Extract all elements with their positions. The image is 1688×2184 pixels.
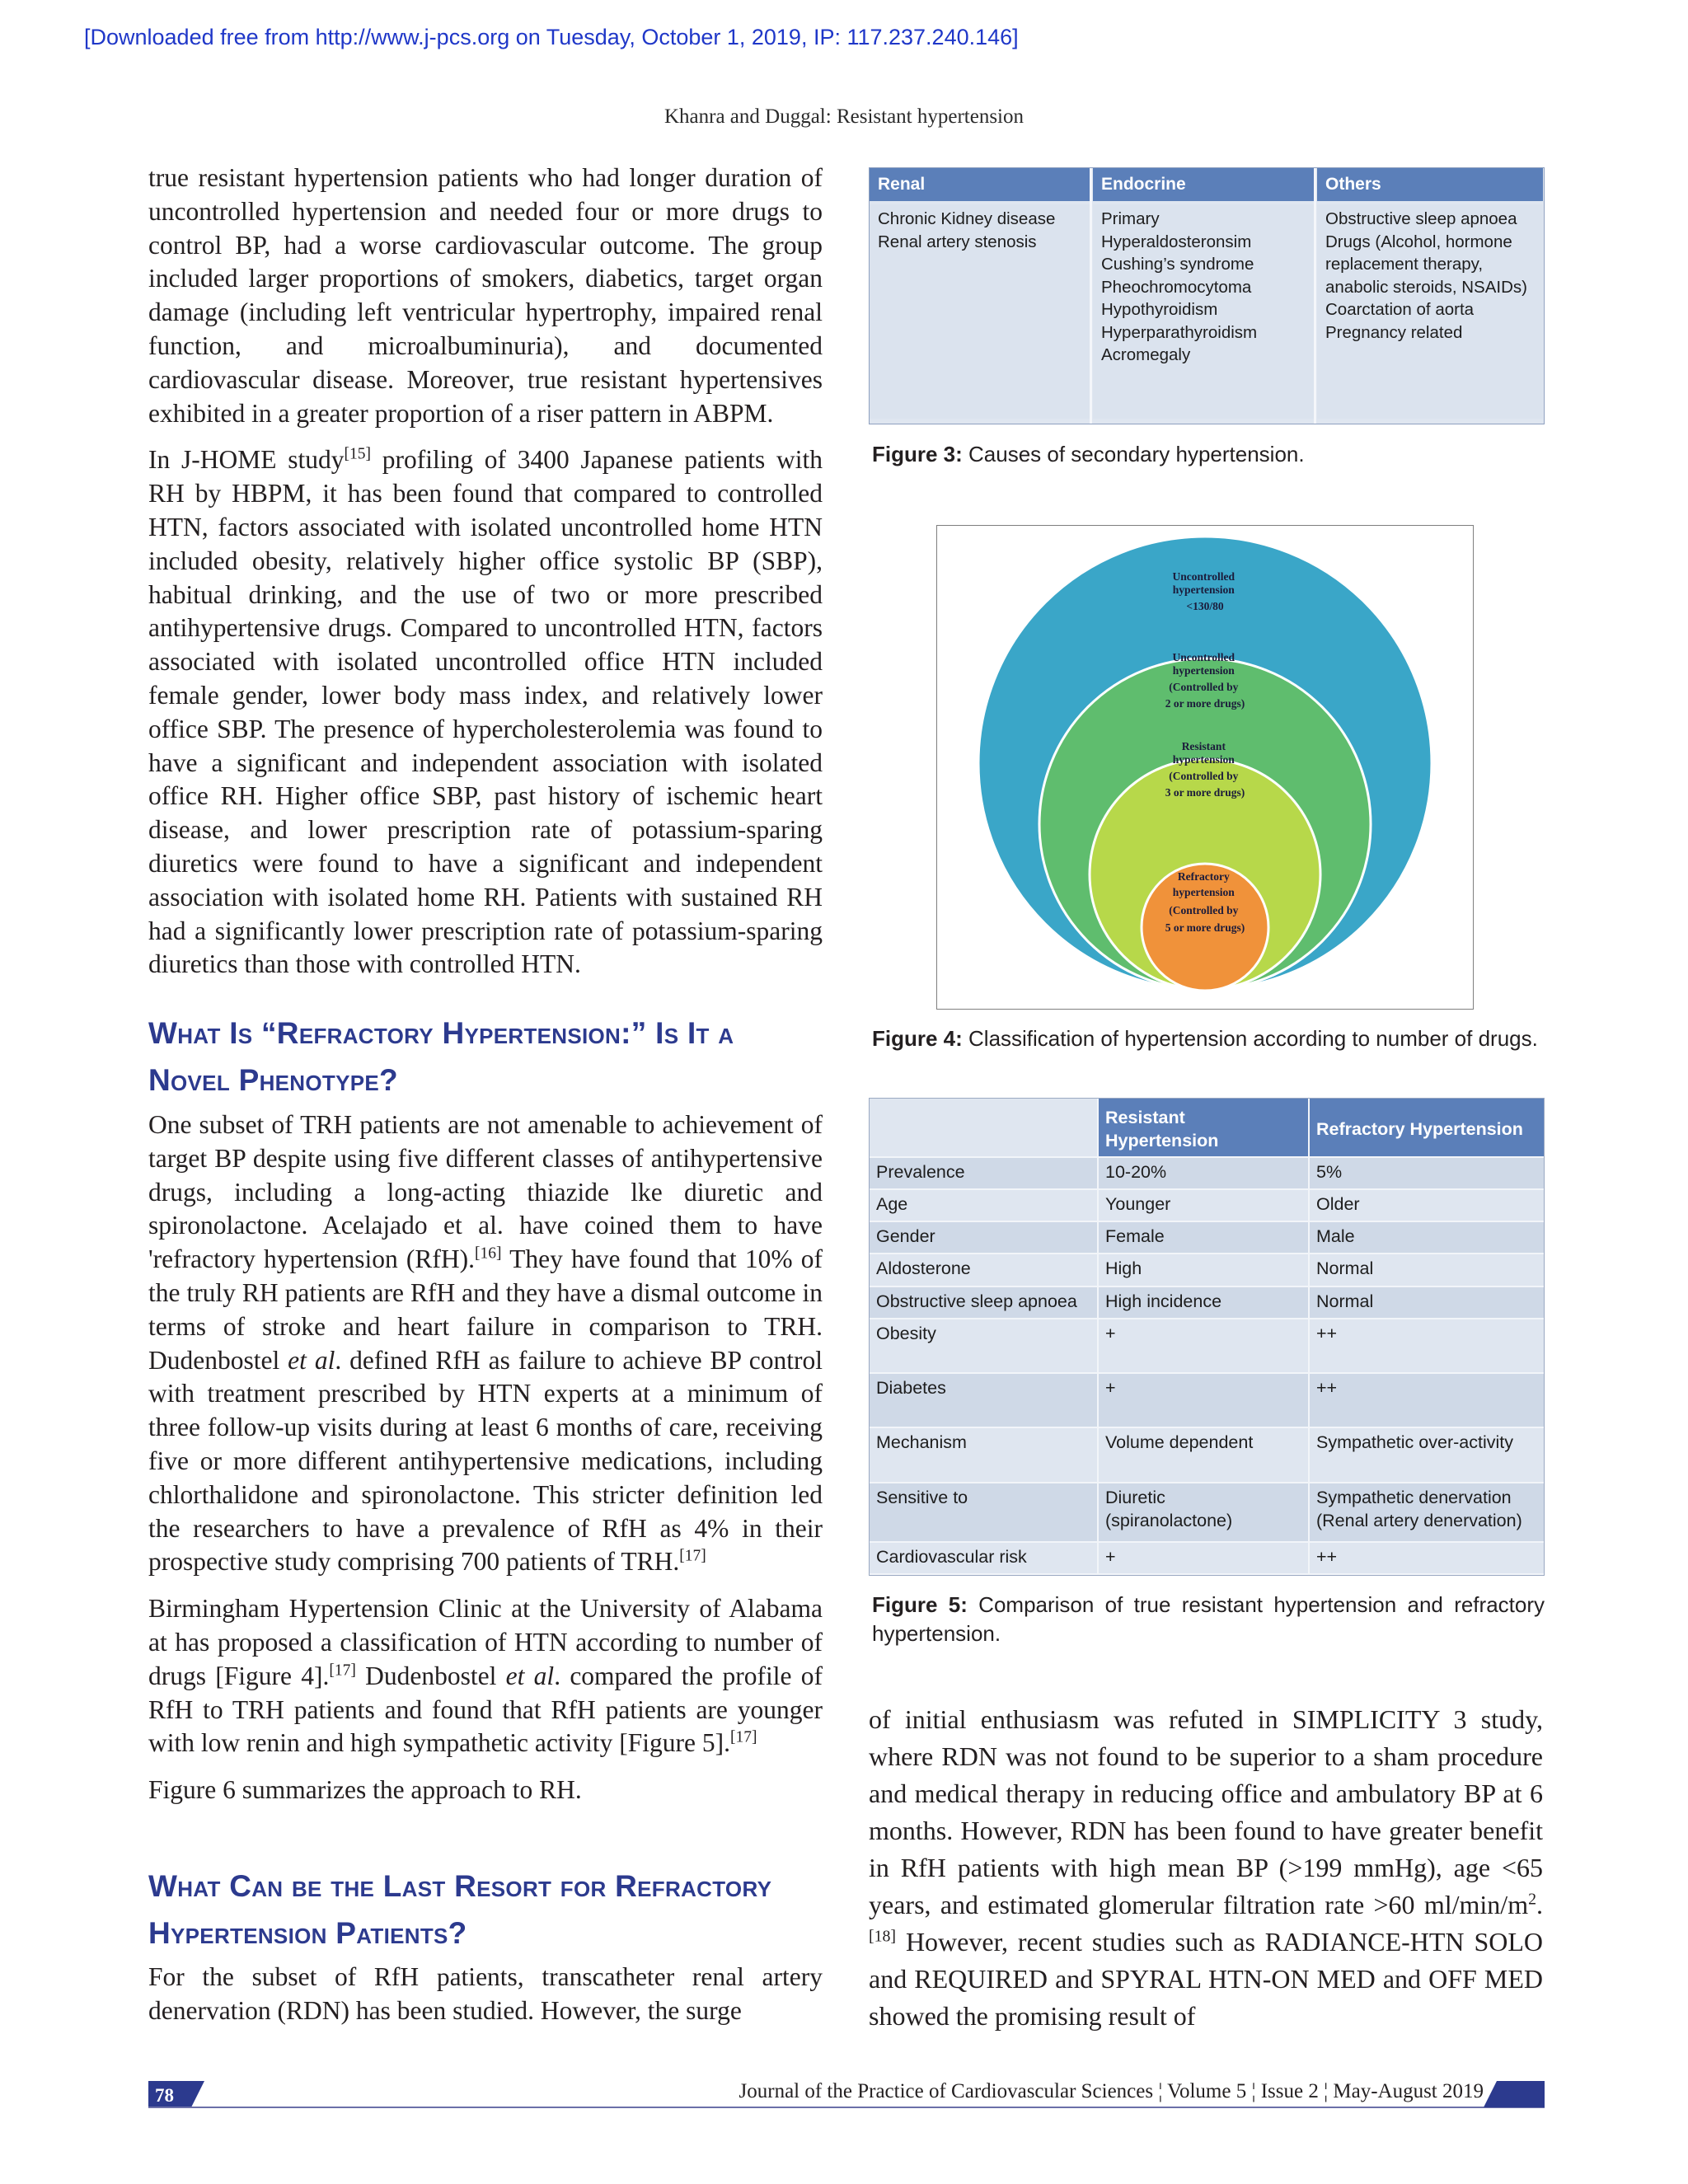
citation[interactable]: [17] xyxy=(329,1661,356,1680)
paragraph: true resistant hypertension patients who had longer duration of uncontrolled hypertension and needed four or more drugs to control BP, had a worse cardiovascular outcome. The group included larger proportions of smokers, diabetics, target organ damage (including left ventricular hypertrophy, impaired renal function, and microalbuminuria), and documented cardiovascular disease. Moreover, true resistant hypertensives exhibited in a greater proportion of a riser pattern in ABPM. xyxy=(148,163,823,428)
table-cell-line: Hyperparathyroidism xyxy=(1101,322,1258,342)
figure-5-caption: Figure 5: Comparison of true resistant hypertension and refractory hypertension. xyxy=(872,1592,1545,1646)
section-heading-refractory xyxy=(148,1010,823,1104)
citation[interactable]: [16] xyxy=(475,1244,502,1263)
table-header-cell xyxy=(870,1099,1099,1158)
table-cell: Volume dependent xyxy=(1099,1428,1310,1483)
comparison-table xyxy=(870,1099,1544,1575)
column-divider xyxy=(1090,168,1092,424)
paragraph: Birmingham Hypertension Clinic at the University of Alabama at has proposed a classification of HTN according to number of drugs [Figure 4].[17] Dudenbostel et al. compared the profile of RfH to TRH patients and found that RfH patients are younger with low renin and high sympathetic activity [Figure 5].[17] xyxy=(148,1594,823,1758)
figure-4-diagram xyxy=(936,525,1474,1010)
table-cell-line: Hypothyroidism xyxy=(1101,300,1218,319)
ring-label-third: Resistant hypertension (Controlled by 3 or more drugs) xyxy=(1165,740,1245,799)
table-cell-endocrine xyxy=(1093,204,1314,419)
table-cell-others xyxy=(1317,204,1543,419)
citation[interactable]: [18] xyxy=(869,1927,897,1946)
table-cell: Sympathetic over-activity xyxy=(1310,1428,1544,1483)
table-cell-line: Drugs (Alcohol, hormone xyxy=(1325,232,1512,251)
table-cell: Normal xyxy=(1310,1287,1544,1319)
table-cell: + xyxy=(1099,1319,1310,1374)
citation[interactable]: [17] xyxy=(679,1547,706,1565)
table-cell-line: Obstructive sleep apnoea xyxy=(1325,209,1517,228)
footer-accent-shape xyxy=(1484,2081,1545,2107)
table-row xyxy=(870,1190,1544,1222)
column-divider xyxy=(1314,168,1316,424)
table-cell-line: Coarctation of aorta xyxy=(1325,300,1475,319)
running-head: Khanra and Duggal: Resistant hypertension xyxy=(663,105,1024,128)
table-cell: + xyxy=(1099,1374,1310,1428)
heading-line: What Is “Refractory Hypertension:” Is It a xyxy=(148,1016,734,1050)
table-cell-line: Primary xyxy=(1101,209,1160,228)
table-header-cell: Endocrine xyxy=(1093,168,1314,201)
table-cell: Obstructive sleep apnoea xyxy=(870,1287,1099,1319)
paragraph: One subset of TRH patients are not amenable to achievement of target BP despite using five different classes of antihypertensive drugs, including a long-acting thiazide lke diuretic and spironolactone. Acelajado et al. have coined them to have 'refractory hypertension (RfH).[16] They have found that 10% of the truly RH patients are RfH and they have a dismal outcome in terms of stroke and heart failure in comparison to TRH. Dudenbostel et al. defined RfH as failure to achieve BP control with treatment prescribed by HTN experts at a minimum of three follow-up visits during at least 6 months of care, receiving five or more different antihypertensive medications, including chlorthalidone and spironolactone. This stricter definition led the researchers to have a prevalence of RfH as 4% in their prospective study comprising 700 patients of TRH.[17] xyxy=(148,1110,823,1577)
table-cell: Sensitive to xyxy=(870,1483,1099,1543)
paragraph: In J-HOME study[15] profiling of 3400 Japanese patients with RH by HBPM, it has been found that compared to controlled HTN, factors associated with isolated uncontrolled home HTN included obesity, relatively higher office systolic BP (SBP), habitual drinking, and the use of two or more prescribed antihypertensive drugs. Compared to uncontrolled HTN, factors associated with isolated uncontrolled office HTN included female gender, lower body mass index, and relatively lower office SBP. The presence of hypercholesterolemia was found to have a significant and independent association with isolated office RH. Higher office SBP, past history of ischemic heart disease, and lower prescription rate of potassium-sparing diuretics were found to have a significant and independent association with isolated home RH. Patients with sustained RH had a significantly lower prescription rate of potassium-sparing diuretics than those with controlled HTN. xyxy=(148,445,823,979)
figure-5-table xyxy=(869,1098,1545,1576)
ring-label-inner: Refractory hypertension (Controlled by 5 or more drugs) xyxy=(1165,870,1245,934)
table-cell-line: Chronic Kidney disease xyxy=(878,209,1056,228)
table-cell-line: Cushing’s syndrome xyxy=(1101,255,1254,274)
table-cell: Obesity xyxy=(870,1319,1099,1374)
table-cell: + xyxy=(1099,1543,1310,1575)
table-cell: Older xyxy=(1310,1190,1544,1222)
table-cell-line: anabolic steroids, NSAIDs) xyxy=(1325,277,1527,297)
table-cell: High incidence xyxy=(1099,1287,1310,1319)
footer-rule xyxy=(148,2107,1545,2108)
table-cell: 10-20% xyxy=(1099,1158,1310,1190)
table-cell: High xyxy=(1099,1254,1310,1286)
table-cell: Gender xyxy=(870,1222,1099,1254)
table-cell: Mechanism xyxy=(870,1428,1099,1483)
left-column-lower xyxy=(148,1108,823,1807)
figure-3-caption: Figure 3: Causes of secondary hypertension. xyxy=(872,442,1305,466)
table-row xyxy=(870,1287,1544,1319)
table-cell: ++ xyxy=(1310,1319,1544,1374)
paragraph: of initial enthusiasm was refuted in SIMPLICITY 3 study, where RDN was not found to be superior to a sham procedure and medical therapy in reducing office and ambulatory BP at 6 months. However, RDN has been found to have greater benefit in RfH patients with high mean BP (>199 mmHg), age <65 years, and estimated glomerular filtration rate >60 $ml/\min/m^2.[18]$ However, recent studies such as RADIANCE-HTN SOLO and REQUIRED and SPYRAL HTN-ON MED and OFF MED showed the promising result of xyxy=(869,1704,1543,2031)
table-cell: Prevalence xyxy=(870,1158,1099,1190)
nested-circles-diagram xyxy=(937,526,1473,1008)
table-row xyxy=(870,1483,1544,1543)
footer-journal: Journal of the Practice of Cardiovascular Sciences ¦ Volume 5 ¦ Issue 2 ¦ May-August 2019 xyxy=(738,2080,1484,2102)
right-column-text xyxy=(869,1701,1543,2035)
table-header-cell: Others xyxy=(1317,168,1543,201)
table-row xyxy=(870,1374,1544,1428)
table-header-cell: Renal xyxy=(870,168,1090,201)
table-header-cell: Refractory Hypertension xyxy=(1310,1099,1544,1158)
page-number-tab xyxy=(148,2081,204,2107)
table-cell-renal xyxy=(870,204,1090,419)
table-cell-line: Acromegaly xyxy=(1101,345,1191,364)
table-row xyxy=(870,1428,1544,1483)
ring-label-outer: Uncontrolled hypertension <130/80 xyxy=(1172,570,1236,612)
figure-4-caption: Figure 4: Classification of hypertension according to number of drugs. xyxy=(872,1026,1538,1051)
citation[interactable]: [17] xyxy=(729,1728,757,1746)
table-cell: Diuretic (spiranolactone) xyxy=(1099,1483,1310,1543)
section-heading-last-resort xyxy=(148,1863,823,1957)
table-cell: Younger xyxy=(1099,1190,1310,1222)
heading-line: Hypertension Patients? xyxy=(148,1916,467,1950)
figure-3-table xyxy=(869,167,1545,424)
table-cell: ++ xyxy=(1310,1543,1544,1575)
citation[interactable]: [15] xyxy=(344,445,372,463)
table-row xyxy=(870,1222,1544,1254)
table-cell: Age xyxy=(870,1190,1099,1222)
page-number: 78 xyxy=(155,2085,174,2106)
table-cell: ++ xyxy=(1310,1374,1544,1428)
table-row xyxy=(870,1158,1544,1190)
table-cell: Diabetes xyxy=(870,1374,1099,1428)
left-column-end xyxy=(148,1961,823,2028)
table-cell: Male xyxy=(1310,1222,1544,1254)
table-row xyxy=(870,1254,1544,1286)
heading-line: What Can be the Last Resort for Refractory xyxy=(148,1869,772,1903)
table-cell: Female xyxy=(1099,1222,1310,1254)
ring-label-second: Uncontrolled hypertension (Controlled by 2 or more drugs) xyxy=(1165,651,1245,710)
table-cell: Sympathetic denervation (Renal artery denervation) xyxy=(1310,1483,1544,1543)
table-row xyxy=(870,1319,1544,1374)
table-cell: Aldosterone xyxy=(870,1254,1099,1286)
table-cell: Cardiovascular risk xyxy=(870,1543,1099,1575)
footer-accent-tab xyxy=(1484,2081,1545,2107)
paragraph: Figure 6 summarizes the approach to RH. xyxy=(148,1775,582,1805)
left-column xyxy=(148,162,823,982)
table-cell-line: Hyperaldosteronsim xyxy=(1101,232,1252,251)
table-cell-line: replacement therapy, xyxy=(1325,255,1484,274)
paragraph: For the subset of RfH patients, transcatheter renal artery denervation (RDN) has been studied. However, the surge xyxy=(148,1962,823,2025)
table-header-row xyxy=(870,1099,1544,1158)
table-header-cell: Resistant Hypertension xyxy=(1099,1099,1310,1158)
table-cell-line: Renal artery stenosis xyxy=(878,232,1037,251)
table-cell-line: Pheochromocytoma xyxy=(1101,277,1252,297)
download-note: [Downloaded free from http://www.j-pcs.org on Tuesday, October 1, 2019, IP: 117.237.240.146] xyxy=(84,25,1019,49)
table-cell-line: Pregnancy related xyxy=(1325,322,1463,342)
table-cell: Normal xyxy=(1310,1254,1544,1286)
table-row xyxy=(870,1543,1544,1575)
table-cell: 5% xyxy=(1310,1158,1544,1190)
heading-line: Novel Phenotype? xyxy=(148,1063,398,1097)
